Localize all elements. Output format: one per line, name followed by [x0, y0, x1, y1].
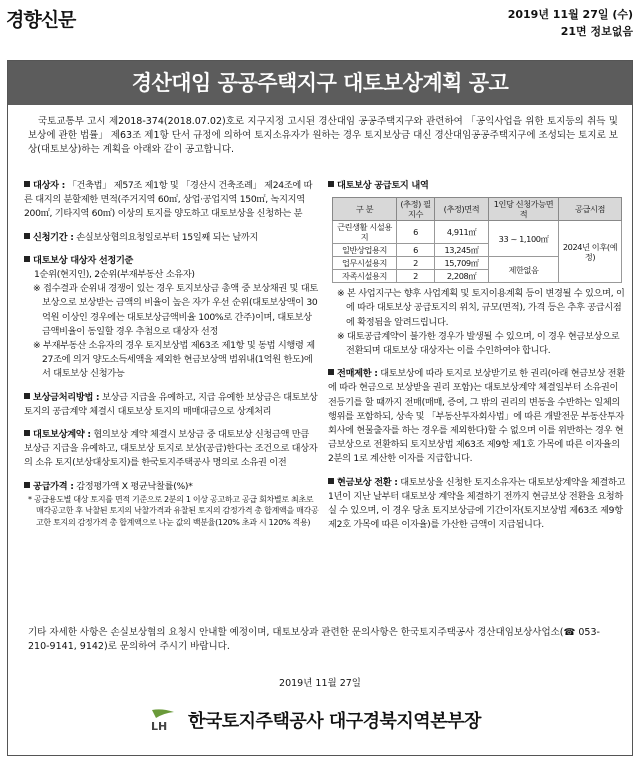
section-period: [24, 231, 319, 245]
table-cell: 업무시설용지: [333, 257, 397, 270]
section-target: [24, 179, 319, 222]
signature-block: [148, 707, 481, 733]
criteria-note: ※ 접수결과 순위내 경쟁이 있는 경우 토지보상금 총액 중 보상채권 및 대토보상으로 보상받는 금액의 비율이 높은 자가 우선 순위(대토보상액이 30억원 이상인 경우에는 대토보상금액비율 100%로 간주)이며, 대토보상금액비율이 동일할 경우 추첨으로 대상자 선정: [33, 283, 318, 337]
section-label: 보상금처리방법 :: [33, 391, 100, 403]
lh-logo-icon: [148, 708, 180, 732]
bullet-icon: [328, 369, 334, 375]
notice-box: [7, 60, 633, 756]
notice-intro: 국토교통부 고시 제2018-374(2018.07.02)호로 지구지정 고시된 경산대임 공공주택지구와 관련하여 「공익사업을 위한 토지등의 취득 및 보상에 관한 법률」 제63조 제1항 단서 규정에 의하여 토지소유자가 원하는 경우 토지보상금 대신 경산대임공공주택지구에 조성되는 토지로 보상(대토보상)하는 계획을 아래와 같이 공고합니다.: [28, 116, 618, 155]
section-text: 대토보상에 따라 토지로 보상받기로 한 권리(아래 현금보상 전환에 따라 현금으로 보상받을 권리 포함)는 대토보상계약 체결일부터 소유권이전등기를 할 때까지 전매(매매, 증여, 그 밖의 권리의 변동을 수반하는 일체의 행위를 포함하되, 상속 및 「부동산투자회사법」에 따른 개발전문 부동산투자회사에 현물출자를 하는 경우를 제외한다)할 수 없으며 이를 위반하는 경우 현금보상으로 전환하되 토지보상법 제63조 제9항 제1호 가목에 따른 이자율의 2분의 1로 계산한 이자를 지급합니다.: [328, 368, 625, 465]
table-header: 공급시점: [559, 198, 622, 221]
table-cell: 2: [397, 257, 435, 270]
bullet-icon: [24, 482, 30, 488]
table-cell: 6: [397, 221, 435, 244]
dateline: [508, 6, 633, 40]
org-name: 한국토지주택공사 대구경북지역본부장: [188, 711, 481, 732]
table-cell: 일반상업용지: [333, 244, 397, 257]
section-text: 감정평가액 X 평균낙찰률(%)*: [76, 480, 193, 492]
table-note: ※ 본 사업지구는 향후 사업계획 및 토지이용계획 등이 변경될 수 있으며, 이에 따라 대토보상 공급토지의 위치, 규모(면적), 가격 등은 추후 공급시점에 확정됨을 알려드립니다.: [337, 288, 625, 328]
section-label: 현금보상 전환 :: [337, 476, 398, 488]
supply-land-table: [332, 197, 622, 283]
table-cell: 2: [397, 270, 435, 283]
table-cell: 6: [397, 244, 435, 257]
table-cell: 15,709㎡: [435, 257, 489, 270]
notice-title: 경산대임 공공주택지구 대토보상계획 공고: [8, 61, 632, 105]
table-cell: 근린생활 시설용지: [333, 221, 397, 244]
section-table: [328, 179, 626, 358]
table-cell: 2024년 이후(예정): [559, 221, 622, 283]
criteria-note: ※ 부재부동산 소유자의 경우 토지보상법 제63조 제1항 및 동법 시행령 제27조에 의거 양도소득세액을 제외한 현금보상액 범위내(1억원 한도)에서 대토보상 신청가능: [33, 340, 315, 380]
bullet-icon: [24, 233, 30, 239]
footer-text: 기타 자세한 사항은 손실보상협의 요청시 안내할 예정이며, 대토보상과 관련한 문의사항은 한국토지주택공사 경산대임보상사업소(☎ 053-210-9141, 9142)로 문의하여 주시기 바랍니다.: [28, 627, 600, 652]
section-text: 「건축법」 제57조 제1항 및 「경산시 건축조례」 제24조에 따른 대지의 분할제한 면적(주거지역 60㎡, 상업·공업지역 150㎡, 녹지지역 200㎡, 기타지역 60㎡) 이상의 토지를 양도하고 대토보상을 신청하는 분: [24, 180, 313, 220]
section-price: [24, 480, 319, 529]
left-column: [24, 179, 319, 537]
section-label: 공급가격 :: [33, 480, 74, 492]
issue-date: 2019년 11월 27일 (수): [507, 8, 633, 21]
table-cell: 2,208㎡: [435, 270, 489, 283]
section-text: 손실보상협의요청일로부터 15일째 되는 날까지: [76, 231, 259, 243]
bullet-icon: [24, 393, 30, 399]
table-note: ※ 대토공급계약이 불가한 경우가 발생될 수 있으며, 이 경우 현금보상으로 전환되며 대토보상 대상자는 이를 수인하여야 합니다.: [337, 330, 620, 357]
table-cell: 자족시설용지: [333, 270, 397, 283]
page-info: 21면 정보없음: [560, 25, 633, 38]
section-criteria: [24, 254, 319, 382]
logo-text: LH: [151, 720, 168, 732]
section-label: 대토보상 대상자 선정기준: [33, 254, 134, 266]
table-header: (추정)면적: [435, 198, 489, 221]
table-row: [333, 221, 622, 244]
table-cell: 33 ~ 1,100㎡: [489, 221, 559, 257]
section-label: 대토보상 공급토지 내역: [337, 180, 429, 191]
section-contract: [24, 428, 319, 471]
bullet-icon: [24, 256, 30, 262]
newspaper-masthead: 경향신문: [6, 9, 76, 31]
section-label: 신청기간 :: [33, 231, 74, 243]
section-label: 대토보상계약 :: [33, 429, 91, 441]
section-resale: [328, 367, 626, 466]
table-header: 1인당 신청가능면적: [489, 198, 559, 221]
table-cell: 제한없음: [489, 257, 559, 283]
table-header: (추정) 필지수: [397, 198, 435, 221]
section-text: 대토보상을 신청한 토지소유자는 대토보상계약을 체결하고 1년이 지난 날부터 대토보상 계약을 체결하기 전까지 현금보상 전환을 요청하실 수 있으며, 이 경우 당초 토지보상금에 기간이자(토지보상법 제63조 제9항 제2호 가목에 따른 이자율)를 가산한 금액이 지급됩니다.: [328, 476, 626, 531]
section-text: 보상금 지급을 유예하고, 지급 유예한 보상금은 대토보상 토지의 공급계약 체결시 대토보상 토지의 매매대금으로 상계처리: [24, 391, 318, 417]
price-footnote: * 공급용도별 대상 토지를 면적 기준으로 2분의 1 이상 공고하고 공급 회차별로 최초로 매각공고한 후 낙찰된 토지의 낙찰가격과 유찰된 토지의 감정가격 총 합계액을 매각공고한 토지의 감정가격 총 합계액으로 나눈 값의 백분율(120% 초과 시 120% 적용): [28, 494, 319, 527]
table-cell: 4,911㎡: [435, 221, 489, 244]
section-payment: [24, 391, 319, 419]
section-cash: [328, 476, 626, 533]
table-header: 구 분: [333, 198, 397, 221]
table-header-row: [333, 198, 622, 221]
section-label: 대상자 :: [33, 180, 65, 191]
table-cell: 13,245㎡: [435, 244, 489, 257]
criteria-priority: 1순위(현지인), 2순위(부재부동산 소유자): [34, 269, 195, 281]
bullet-icon: [24, 430, 30, 436]
right-column: [328, 179, 626, 541]
bullet-icon: [24, 181, 30, 187]
sign-date: 2019년 11월 27일: [279, 678, 361, 689]
bullet-icon: [328, 181, 334, 187]
bullet-icon: [328, 478, 334, 484]
section-label: 전매제한 :: [337, 368, 378, 380]
section-text: 협의보상 계약 체결시 보상금 중 대토보상 신청금액 만큼 보상금 지급을 유예하고, 대토보상 토지로 보상(공급)한다는 조건으로 대상자의 소유 토지(보상대상토지)를 한국토지주택공사 명의로 소유권 이전: [24, 429, 318, 469]
